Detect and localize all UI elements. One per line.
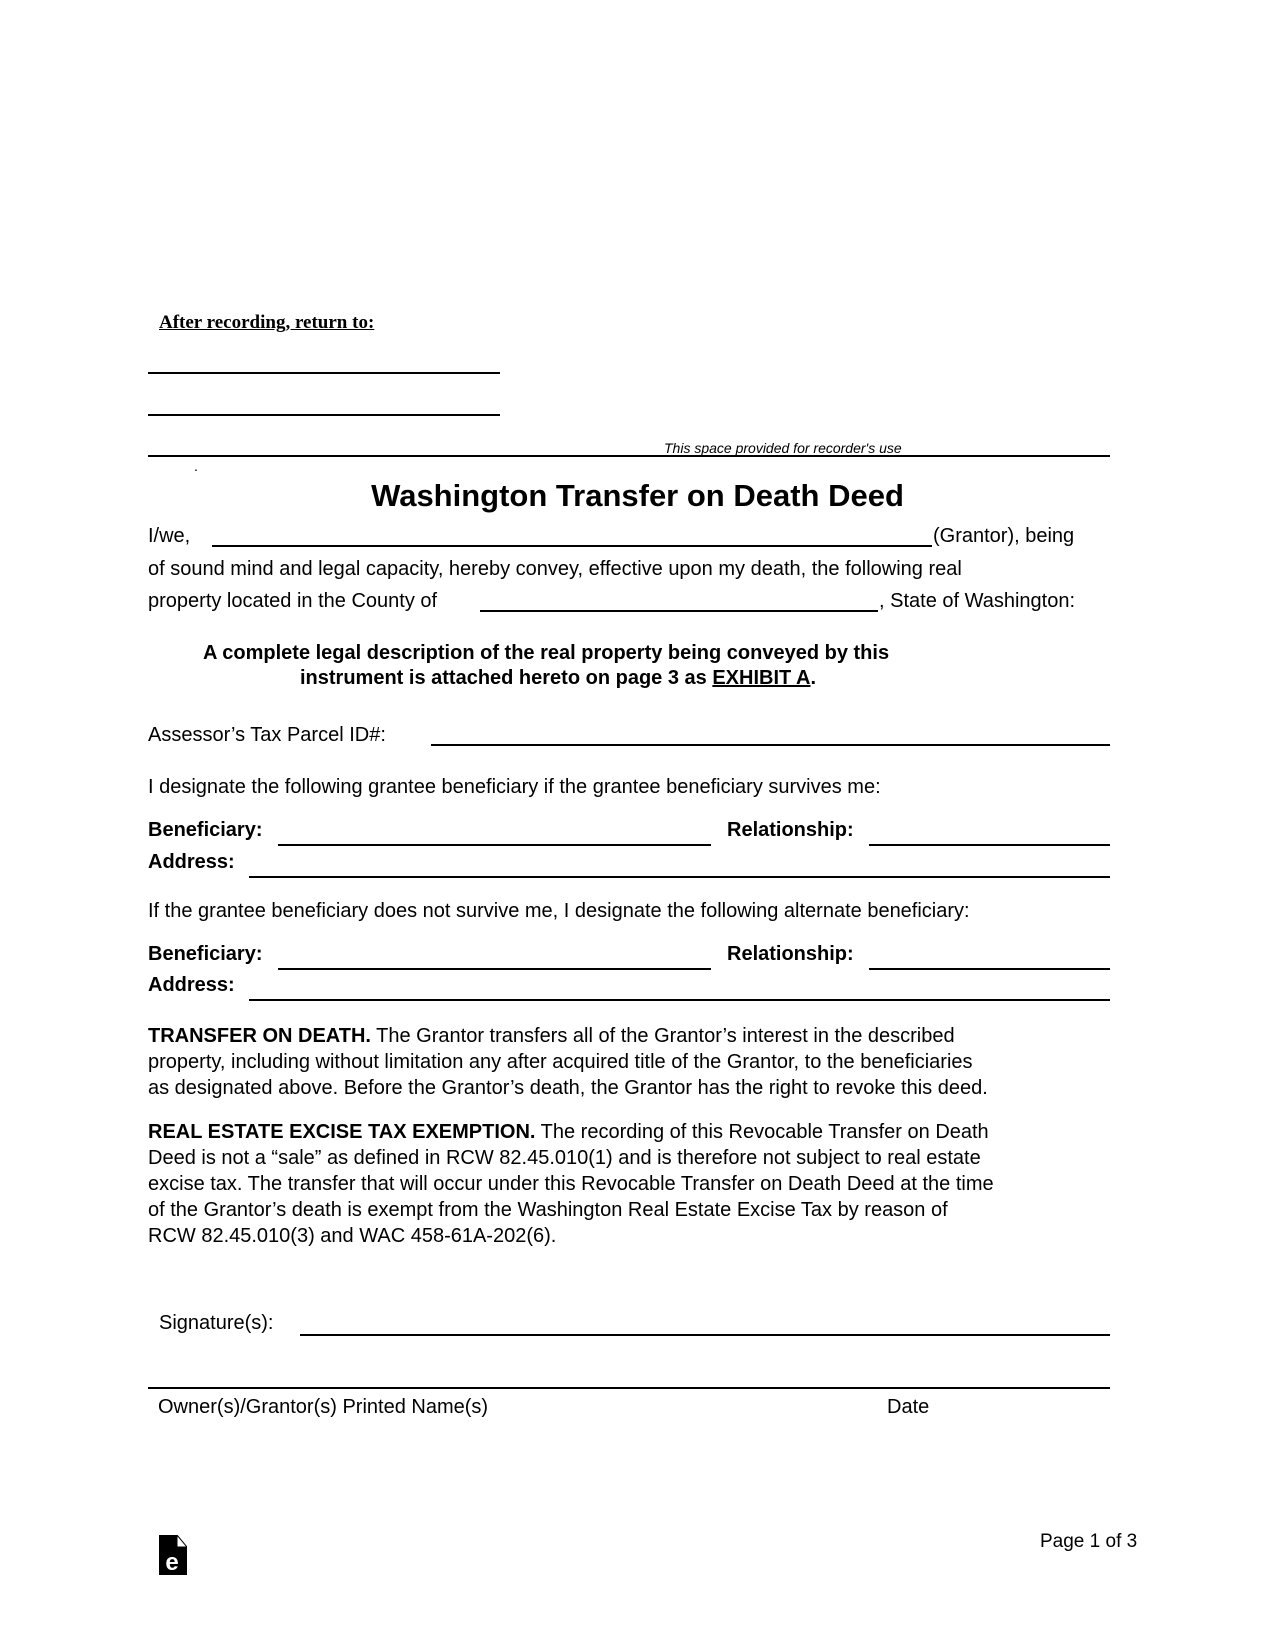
- return-address-line-1[interactable]: [148, 372, 500, 374]
- excise-line-4: of the Grantor’s death is exempt from the Washington Real Estate Excise Tax by reason of: [148, 1199, 948, 1221]
- primary-address-field[interactable]: [249, 876, 1110, 878]
- alternate-beneficiary-intro: If the grantee beneficiary does not survive me, I designate the following alternate beneficiary:: [148, 900, 970, 922]
- transfer-line-3: as designated above. Before the Grantor’s death, the Grantor has the right to revoke this deed.: [148, 1077, 988, 1099]
- excise-tax-paragraph: [148, 1119, 1118, 1249]
- alternate-address-field[interactable]: [249, 999, 1110, 1001]
- parcel-id-field[interactable]: [431, 744, 1110, 746]
- county-prefix: property located in the County of: [148, 590, 438, 612]
- legal-description-line-2: [300, 666, 816, 690]
- grantor-name-field[interactable]: [212, 545, 932, 547]
- printed-name-date-line[interactable]: [148, 1387, 1110, 1389]
- grantor-suffix: (Grantor), being: [933, 525, 1075, 547]
- excise-line-1: [148, 1119, 1118, 1145]
- date-label: Date: [887, 1396, 930, 1418]
- return-address-line-2[interactable]: [148, 414, 500, 416]
- grantor-prefix: I/we,: [148, 525, 191, 547]
- document-title: Washington Transfer on Death Deed: [371, 478, 904, 513]
- grantor-line-2: of sound mind and legal capacity, hereby convey, effective upon my death, the following real: [148, 558, 962, 580]
- alternate-relationship-label: Relationship:: [727, 943, 854, 965]
- page-indicator: Page 1 of 3: [1040, 1531, 1138, 1552]
- county-suffix: , State of Washington:: [879, 590, 1076, 612]
- return-to-label: After recording, return to:: [159, 312, 375, 333]
- printed-name-label: Owner(s)/Grantor(s) Printed Name(s): [158, 1396, 489, 1418]
- legal-description-prefix: instrument is attached hereto on page 3 as: [300, 667, 707, 689]
- excise-line-3: excise tax. The transfer that will occur under this Revocable Transfer on Death Deed at the time: [148, 1173, 994, 1195]
- excise-line-5: RCW 82.45.010(3) and WAC 458-61A-202(6).: [148, 1225, 557, 1247]
- eforms-logo-letter: e: [165, 1549, 179, 1575]
- parcel-id-label: Assessor’s Tax Parcel ID#:: [148, 724, 386, 746]
- excise-line-2: Deed is not a “sale” as defined in RCW 82.45.010(1) and is therefore not subject to real estate: [148, 1147, 981, 1169]
- excise-text-1: The recording of this Revocable Transfer on Death: [535, 1121, 989, 1143]
- eforms-logo-icon: [159, 1535, 187, 1575]
- primary-beneficiary-label: Beneficiary:: [148, 819, 263, 841]
- signature-field[interactable]: [300, 1334, 1110, 1336]
- primary-beneficiary-intro: I designate the following grantee beneficiary if the grantee beneficiary survives me:: [148, 776, 881, 798]
- stray-mark: .: [194, 458, 198, 474]
- primary-address-label: Address:: [148, 851, 235, 873]
- primary-relationship-label: Relationship:: [727, 819, 854, 841]
- transfer-line-2: property, including without limitation any after acquired title of the Grantor, to the beneficiaries: [148, 1051, 973, 1073]
- transfer-on-death-paragraph: [148, 1023, 1118, 1101]
- alternate-relationship-field[interactable]: [869, 968, 1110, 970]
- transfer-text-1: The Grantor transfers all of the Grantor’s interest in the described: [370, 1025, 955, 1047]
- legal-description-line-1: A complete legal description of the real property being conveyed by this: [203, 642, 890, 664]
- primary-relationship-field[interactable]: [869, 844, 1110, 846]
- legal-description-suffix: .: [810, 667, 817, 689]
- county-field[interactable]: [480, 610, 878, 612]
- signature-label: Signature(s):: [159, 1312, 274, 1334]
- primary-beneficiary-field[interactable]: [278, 844, 711, 846]
- alternate-address-label: Address:: [148, 974, 235, 996]
- exhibit-a-reference: EXHIBIT A: [712, 667, 811, 689]
- transfer-line-1: [148, 1023, 1118, 1049]
- excise-heading: REAL ESTATE EXCISE TAX EXEMPTION.: [148, 1121, 536, 1143]
- recorder-space-divider: [148, 455, 1110, 457]
- transfer-heading: TRANSFER ON DEATH.: [148, 1025, 371, 1047]
- recorder-note: This space provided for recorder's use: [664, 440, 902, 456]
- alternate-beneficiary-label: Beneficiary:: [148, 943, 263, 965]
- alternate-beneficiary-field[interactable]: [278, 968, 711, 970]
